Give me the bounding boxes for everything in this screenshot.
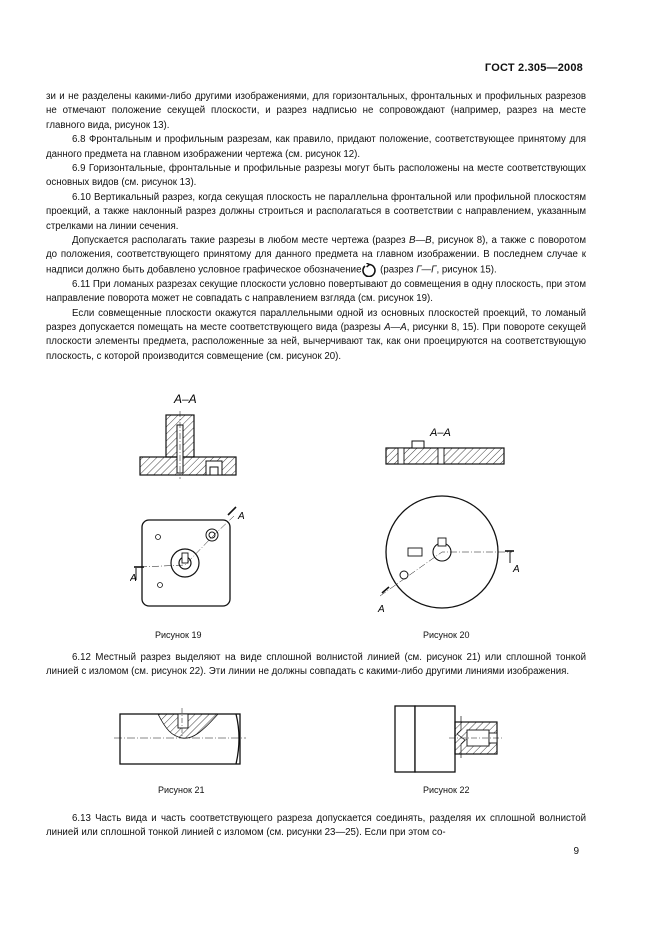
fig20-mark-left: А [378,604,385,615]
figure-20-drawing [374,420,524,620]
paragraph-6-12: 6.12 Местный разрез выделяют на виде сплошной волнистой линией (см. рисунок 21) или сплошной тонкой линией с изломом (см. рисунок 22). Эти линии не должны совпадать с какими-либо другими линиями изображения. [46,652,586,678]
paragraph-6-9: 6.9 Горизонтальные, фронтальные и профильные разрезы могут быть расположены на месте соответствующих основных видов (см. рисунок 13). [46,163,586,189]
text-run: (разрез [377,264,417,276]
rotation-symbol-icon [361,263,377,277]
fig19-caption: Рисунок 19 [155,630,202,640]
text-run: Допускается располагать такие разрезы в любом месте чертежа (разрез [72,235,410,247]
body-text-mid [46,651,586,680]
figure-22-drawing [385,700,525,780]
paragraph-rotation [46,234,586,278]
paragraph-6-10: 6.10 Вертикальный разрез, когда секущая плоскость не параллельна фронтальной или профильной плоскостям проекций, а также наклонный разрез должны строиться и располагаться в соответствии с направлением, указанным стрелками на линии сечения. [46,191,586,232]
text-run: Если совмещенные плоскости окажутся параллельными одной из основных плоскостей проекций, то ломаный разрез допускается помещать на месте соответствующего вида (разрезы [46,307,586,334]
figure-19-drawing [130,385,270,615]
section-ref: В—В [409,235,432,247]
fig20-section-label: А–А [430,427,451,439]
section-ref: Г—Г [416,264,437,276]
fig20-caption: Рисунок 20 [423,630,470,640]
text-run: , рисунок 15). [436,264,497,276]
text-run: , рисунок 8), а также с поворотом до положения, соответствующего принятому для данного предмета на главном изображении. В последнем случае к надписи должно быть добавлено условное графическое обозначение [46,235,586,276]
paragraph-6-13: 6.13 Часть вида и часть соответствующего разреза допускается соединять, разделяя их сплошной волнистой линией или сплошной тонкой линией с изломом (см. рисунки 23—25). Если при этом со- [46,813,586,839]
document-code-header: ГОСТ 2.305—2008 [484,62,583,74]
text-run: , рисунки 8, 15). При повороте секущей плоскости элементы предмета, расположенные за ней, вычерчивают так, как они проецируются на соответствующую плоскость, с которой производится совмещение (см. рисунок 20). [46,322,586,362]
figure-21-drawing [110,700,250,780]
body-text-top [46,90,586,364]
fig22-caption: Рисунок 22 [423,785,470,795]
fig19-mark-left: А [130,573,137,584]
body-text-bottom [46,812,586,841]
fig20-mark-right: А [513,564,520,575]
paragraph-continuation: зи и не разделены какими-либо другими изображениями, для горизонтальных, фронтальных и профильных разрезов не отмечают положение секущей плоскости, и разрез надписью не сопровождают (например, разрез на месте главного вида, рисунок 13). [46,91,586,131]
paragraph-6-11: 6.11 При ломаных разрезах секущие плоскости условно повертывают до совмещения в одну плоскость, при этом направление поворота может не совпадать с направлением взгляда (см. рисунок 19). [46,278,586,305]
fig19-section-label: А–А [174,392,197,406]
fig19-mark-right: А [238,511,245,522]
section-ref: А—А [384,322,407,334]
paragraph-6-8: 6.8 Фронтальным и профильным разрезам, как правило, придают положение, соответствующее принятому для данного предмета на главном изображении чертежа (см. рисунок 12). [46,134,586,160]
paragraph-combined-planes [46,307,586,365]
fig21-caption: Рисунок 21 [158,785,205,795]
page-number: 9 [573,846,579,857]
